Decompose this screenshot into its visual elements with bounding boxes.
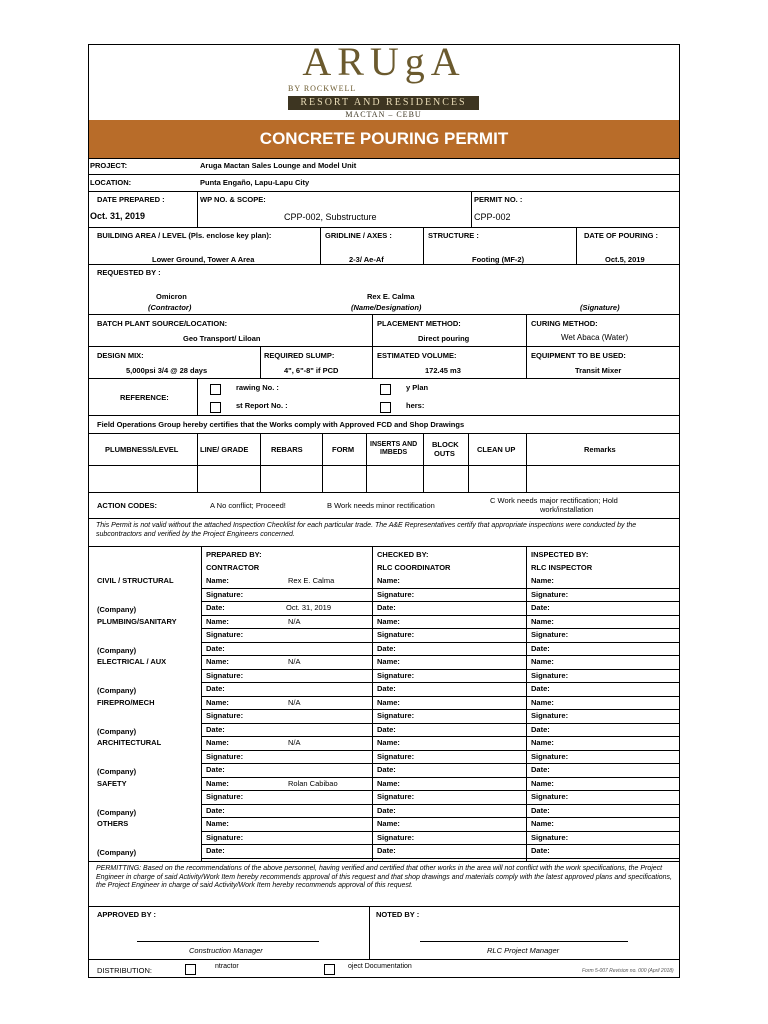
contractor-header: CONTRACTOR bbox=[206, 563, 260, 572]
checked-name-label: Name: bbox=[377, 616, 400, 626]
prepared-name-label: Name: bbox=[206, 616, 229, 626]
equipment-value: Transit Mixer bbox=[575, 366, 622, 375]
noted-by-label: NOTED BY : bbox=[376, 910, 420, 919]
trade-name: ARCHITECTURAL bbox=[97, 738, 162, 747]
action-code-c-line2: work/installation bbox=[540, 505, 594, 514]
inspected-date-label: Date: bbox=[531, 805, 550, 815]
prepared-by-header: PREPARED BY: bbox=[206, 550, 262, 559]
checked-signature-label: Signature: bbox=[377, 711, 415, 720]
date-prepared-value: Oct. 31, 2019 bbox=[90, 211, 146, 221]
trade-company-caption: (Company) bbox=[97, 645, 137, 655]
date-pouring-label: DATE OF POURING : bbox=[584, 231, 659, 240]
requested-by-label: REQUESTED BY : bbox=[97, 268, 161, 277]
inspected-signature-label: Signature: bbox=[531, 630, 569, 639]
check-cleanup: CLEAN UP bbox=[477, 445, 516, 454]
inspected-date-label: Date: bbox=[531, 765, 550, 774]
validity-notice: This Permit is not valid without the attached Inspection Checklist for each particular trade. The A&E Representatives certify that appropriate inspections were conducted by the subcontractors and verified by the Project Engineers concerned. bbox=[96, 522, 637, 538]
prepared-name-label: Name: bbox=[206, 657, 229, 666]
building-area-label: BUILDING AREA / LEVEL (Pls. enclose key plan): bbox=[97, 231, 272, 240]
inspected-by-header: INSPECTED BY: bbox=[531, 550, 589, 559]
checked-date-label: Date: bbox=[377, 805, 396, 815]
checked-name-label: Name: bbox=[377, 738, 400, 747]
requester-name: Rex E. Calma bbox=[367, 292, 415, 301]
reference-others-checkbox[interactable] bbox=[380, 402, 391, 413]
equipment-label: EQUIPMENT TO BE USED: bbox=[531, 351, 626, 360]
trade-company-caption: (Company) bbox=[97, 807, 137, 817]
location-label: LOCATION: bbox=[90, 178, 132, 187]
trade-name: OTHERS bbox=[97, 819, 129, 828]
checked-signature-label: Signature: bbox=[377, 792, 415, 801]
checked-date-label: Date: bbox=[377, 765, 396, 774]
check-plumbness: PLUMBNESS/LEVEL bbox=[105, 445, 179, 454]
certification-statement: Field Operations Group hereby certifies that the Works comply with Approved FCD and Shop Drawings bbox=[97, 420, 465, 429]
reference-label: REFERENCE: bbox=[120, 393, 169, 402]
prepared-date-label: Date: bbox=[206, 643, 225, 653]
required-slump-value: 4", 6"-8" if PCD bbox=[284, 366, 339, 375]
logo-by-line: BY ROCKWELL bbox=[288, 84, 357, 93]
inspected-signature-label: Signature: bbox=[531, 589, 569, 599]
logo-location: MACTAN – CEBU bbox=[345, 110, 422, 119]
rlc-coordinator-header: RLC COORDINATOR bbox=[377, 563, 451, 572]
signature-caption: (Signature) bbox=[580, 303, 620, 312]
design-mix-value: 5,000psi 3/4 @ 28 days bbox=[126, 366, 208, 375]
rlc-inspector-header: RLC INSPECTOR bbox=[531, 563, 593, 572]
prepared-date-label: Date: bbox=[206, 805, 225, 815]
contractor-name: Omicron bbox=[156, 292, 187, 301]
gridline-value: 2-3/ Ae-Af bbox=[349, 255, 384, 264]
prepared-date-label: Date: bbox=[206, 846, 225, 855]
reference-test-report-checkbox[interactable] bbox=[210, 402, 221, 413]
trade-name: PLUMBING/SANITARY bbox=[97, 616, 177, 626]
reference-key-plan-label: y Plan bbox=[406, 383, 429, 392]
check-block-line2: OUTS bbox=[434, 449, 455, 458]
structure-value: Footing (MF-2) bbox=[472, 255, 525, 264]
checked-signature-label: Signature: bbox=[377, 670, 415, 680]
inspected-name-label: Name: bbox=[531, 697, 554, 707]
checked-date-label: Date: bbox=[377, 846, 396, 855]
inspected-name-label: Name: bbox=[531, 738, 554, 747]
checked-signature-label: Signature: bbox=[377, 832, 415, 842]
checked-date-label: Date: bbox=[377, 684, 396, 693]
logo-banner: RESORT AND RESIDENCES bbox=[288, 96, 479, 110]
form-title: CONCRETE POURING PERMIT bbox=[89, 120, 679, 158]
checked-name-label: Name: bbox=[377, 819, 400, 828]
date-prepared-label: DATE PREPARED : bbox=[97, 195, 165, 204]
prepared-signature-label: Signature: bbox=[206, 792, 244, 801]
inspected-signature-label: Signature: bbox=[531, 670, 569, 680]
check-block-line1: BLOCK bbox=[432, 440, 459, 449]
reference-drawing-checkbox[interactable] bbox=[210, 384, 221, 395]
trade-company-caption: (Company) bbox=[97, 767, 137, 776]
project-value: Aruga Mactan Sales Lounge and Model Unit bbox=[200, 161, 357, 170]
batch-plant-label: BATCH PLANT SOURCE/LOCATION: bbox=[97, 319, 228, 328]
prepared-name-label: Name: bbox=[206, 576, 229, 585]
checked-signature-label: Signature: bbox=[377, 751, 415, 761]
estimated-volume-value: 172.45 m3 bbox=[425, 366, 461, 375]
prepared-signature-label: Signature: bbox=[206, 751, 244, 761]
approved-by-label: APPROVED BY : bbox=[97, 910, 157, 919]
trade-name: FIREPRO/MECH bbox=[97, 697, 155, 707]
distribution-label: DISTRIBUTION: bbox=[97, 966, 153, 975]
prepared-signature-label: Signature: bbox=[206, 832, 244, 842]
distribution-contractor-checkbox[interactable] bbox=[185, 964, 196, 975]
permitting-statement: PERMITTING: Based on the recommendations of the above personnel, having verified and certified that other works in the area will not conflict with the work specifications, the Project Engineer in charge of said Activity/Work Item hereby recommends approval of this request and that shop drawings and materials comply with the latest approved plans and specifications, the Project Engineer in charge of said Activity/Work Item hereby recommends approval of this request. bbox=[96, 865, 672, 889]
prepared-name-label: Name: bbox=[206, 738, 229, 747]
wp-scope-label: WP NO. & SCOPE: bbox=[200, 195, 266, 204]
construction-manager-caption: Construction Manager bbox=[189, 946, 263, 955]
distribution-project-doc-checkbox[interactable] bbox=[324, 964, 335, 975]
inspected-date-label: Date: bbox=[531, 603, 550, 612]
reference-others-label: hers: bbox=[406, 401, 425, 410]
contractor-caption: (Contractor) bbox=[148, 303, 192, 312]
curing-method-label: CURING METHOD: bbox=[531, 319, 598, 328]
building-area-value: Lower Ground, Tower A Area bbox=[152, 255, 255, 264]
inspected-date-label: Date: bbox=[531, 846, 550, 855]
estimated-volume-label: ESTIMATED VOLUME: bbox=[377, 351, 457, 360]
trade-name: CIVIL / STRUCTURAL bbox=[97, 576, 174, 585]
prepared-name-value: N/A bbox=[288, 697, 301, 707]
prepared-name-label: Name: bbox=[206, 697, 229, 707]
form-number: Form 5-007 Revision no. 000 (April 2018) bbox=[582, 968, 674, 974]
trade-company-caption: (Company) bbox=[97, 848, 137, 857]
prepared-date-value: Oct. 31, 2019 bbox=[286, 603, 332, 612]
design-mix-label: DESIGN MIX: bbox=[97, 351, 144, 360]
prepared-signature-label: Signature: bbox=[206, 589, 244, 599]
prepared-date-label: Date: bbox=[206, 765, 225, 774]
project-manager-caption: RLC Project Manager bbox=[487, 946, 560, 955]
checked-date-label: Date: bbox=[377, 724, 396, 734]
prepared-name-label: Name: bbox=[206, 819, 229, 828]
check-inserts-line2: IMBEDS bbox=[380, 449, 408, 456]
wp-scope-value: CPP-002, Substructure bbox=[284, 212, 377, 222]
prepared-name-value: N/A bbox=[288, 738, 301, 747]
check-line-grade: LINE/ GRADE bbox=[200, 445, 249, 454]
check-remarks: Remarks bbox=[584, 445, 616, 454]
prepared-name-value: Rex E. Calma bbox=[288, 576, 335, 585]
prepared-name-value: N/A bbox=[288, 616, 301, 626]
checked-name-label: Name: bbox=[377, 697, 400, 707]
inspected-name-label: Name: bbox=[531, 657, 554, 666]
inspected-signature-label: Signature: bbox=[531, 751, 569, 761]
required-slump-label: REQUIRED SLUMP: bbox=[264, 351, 335, 360]
prepared-date-label: Date: bbox=[206, 684, 225, 693]
action-code-b: B Work needs minor rectification bbox=[327, 501, 435, 510]
prepared-date-label: Date: bbox=[206, 603, 225, 612]
check-inserts-line1: INSERTS AND bbox=[370, 441, 418, 448]
inspected-date-label: Date: bbox=[531, 643, 550, 653]
project-label: PROJECT: bbox=[90, 161, 128, 170]
reference-key-plan-checkbox[interactable] bbox=[380, 384, 391, 395]
placement-method-label: PLACEMENT METHOD: bbox=[377, 319, 461, 328]
trade-name: SAFETY bbox=[97, 778, 127, 788]
location-value: Punta Engaño, Lapu-Lapu City bbox=[200, 178, 310, 187]
requester-caption: (Name/Designation) bbox=[351, 303, 422, 312]
distribution-project-doc-label: oject Documentation bbox=[348, 963, 412, 970]
action-code-a: A No conflict; Proceed! bbox=[210, 501, 286, 510]
reference-drawing-label: rawing No. : bbox=[236, 383, 279, 392]
prepared-name-value: Rolan Cabibao bbox=[288, 778, 338, 788]
checked-date-label: Date: bbox=[377, 643, 396, 653]
inspected-signature-label: Signature: bbox=[531, 792, 569, 801]
gridline-label: GRIDLINE / AXES : bbox=[325, 231, 392, 240]
permit-no-label: PERMIT NO. : bbox=[474, 195, 523, 204]
inspected-name-label: Name: bbox=[531, 576, 554, 585]
distribution-contractor-label: ntractor bbox=[215, 963, 239, 970]
prepared-date-label: Date: bbox=[206, 724, 225, 734]
inspected-name-label: Name: bbox=[531, 819, 554, 828]
prepared-signature-label: Signature: bbox=[206, 630, 244, 639]
action-code-c-line1: C Work needs major rectification; Hold bbox=[490, 496, 618, 505]
trade-company-caption: (Company) bbox=[97, 686, 137, 695]
inspected-name-label: Name: bbox=[531, 616, 554, 626]
check-form: FORM bbox=[332, 445, 355, 454]
checked-signature-label: Signature: bbox=[377, 630, 415, 639]
prepared-signature-label: Signature: bbox=[206, 670, 244, 680]
structure-label: STRUCTURE : bbox=[428, 231, 479, 240]
logo-wordmark: ARUgA bbox=[302, 39, 466, 84]
checked-name-label: Name: bbox=[377, 657, 400, 666]
checked-date-label: Date: bbox=[377, 603, 396, 612]
check-rebars: REBARS bbox=[271, 445, 303, 454]
placement-method-value: Direct pouring bbox=[418, 334, 470, 343]
permit-no-value: CPP-002 bbox=[474, 212, 511, 222]
inspected-date-label: Date: bbox=[531, 684, 550, 693]
inspected-date-label: Date: bbox=[531, 724, 550, 734]
checked-name-label: Name: bbox=[377, 778, 400, 788]
prepared-signature-label: Signature: bbox=[206, 711, 244, 720]
trade-company-caption: (Company) bbox=[97, 605, 137, 614]
trade-name: ELECTRICAL / AUX bbox=[97, 657, 167, 666]
inspected-signature-label: Signature: bbox=[531, 832, 569, 842]
action-codes-label: ACTION CODES: bbox=[97, 501, 157, 510]
prepared-name-label: Name: bbox=[206, 778, 229, 788]
date-pouring-value: Oct.5, 2019 bbox=[605, 255, 645, 264]
checked-name-label: Name: bbox=[377, 576, 400, 585]
inspected-signature-label: Signature: bbox=[531, 711, 569, 720]
prepared-name-value: N/A bbox=[288, 657, 301, 666]
curing-method-value: Wet Abaca (Water) bbox=[561, 333, 629, 342]
trade-company-caption: (Company) bbox=[97, 726, 137, 736]
checked-signature-label: Signature: bbox=[377, 589, 415, 599]
inspected-name-label: Name: bbox=[531, 778, 554, 788]
batch-plant-value: Geo Transport/ Liloan bbox=[183, 334, 261, 343]
reference-test-report-label: st Report No. : bbox=[236, 401, 288, 410]
checked-by-header: CHECKED BY: bbox=[377, 550, 429, 559]
